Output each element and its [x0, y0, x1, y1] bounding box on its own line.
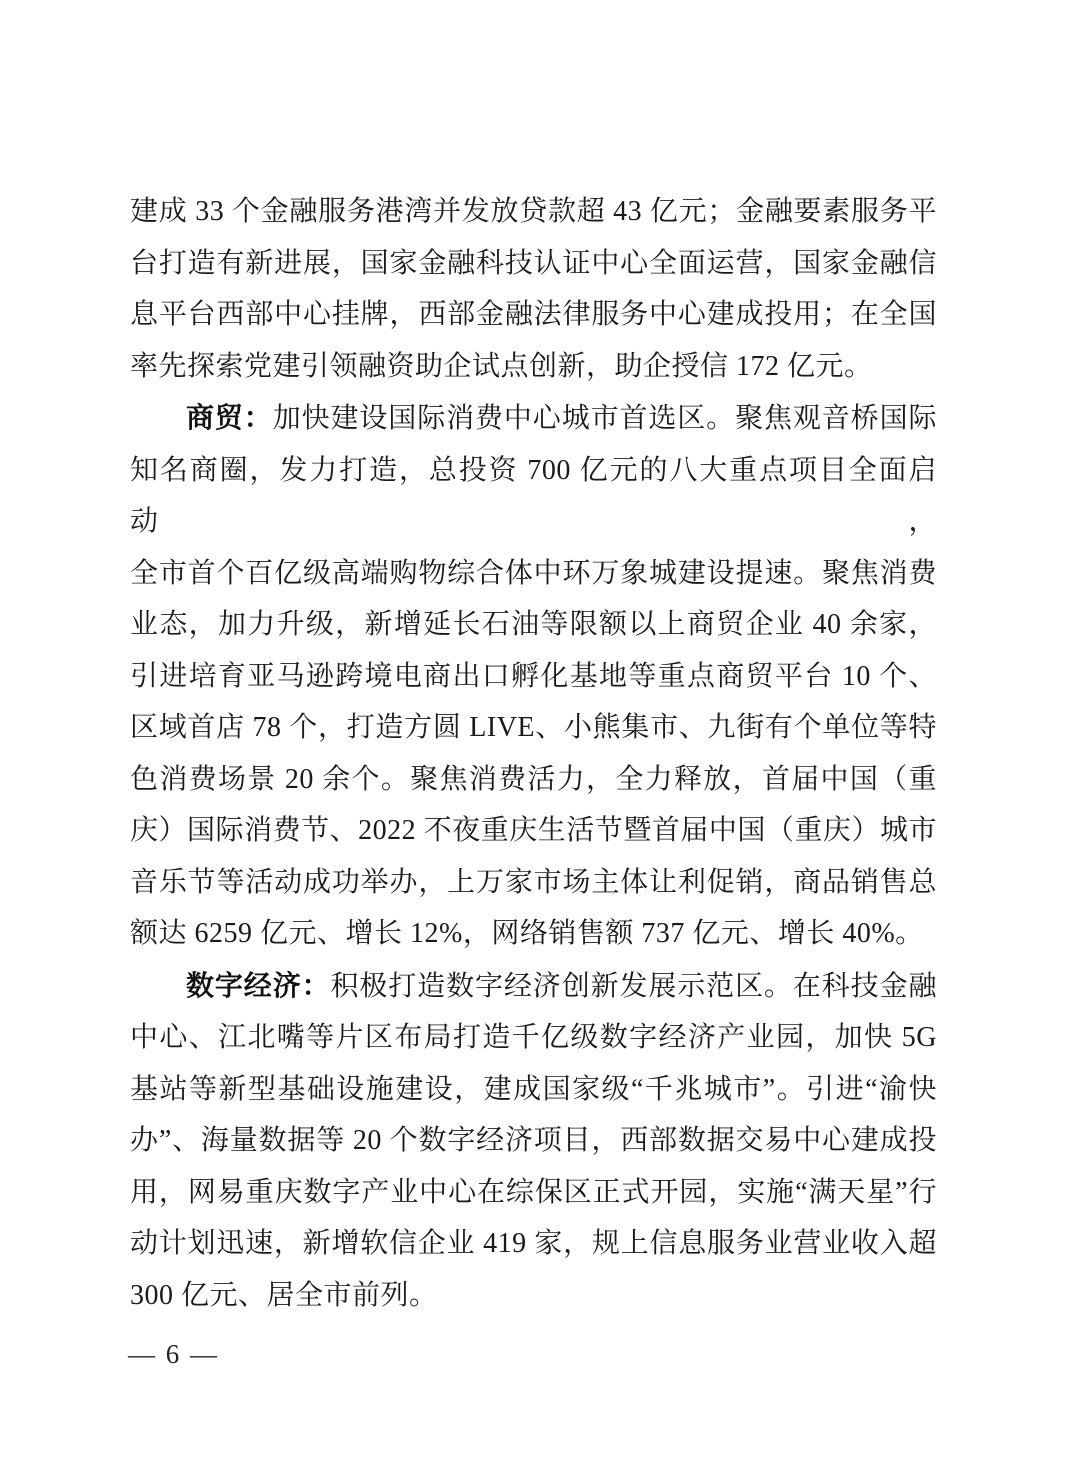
text-line: 庆）国际消费节、2022 不夜重庆生活节暨首届中国（重庆）城市 [130, 815, 937, 846]
text-line: 引进培育亚马逊跨境电商出口孵化基地等重点商贸平台 10 个、 [130, 660, 937, 692]
page-number-footer: — 6 — [128, 1339, 219, 1369]
text-line: 区域首店 78 个，打造方圆 LIVE、小熊集市、九街有个单位等特 [130, 712, 937, 743]
text-line: 300 亿元、居全市前列。 [130, 1279, 438, 1311]
paragraph-digital-economy [130, 960, 937, 1322]
text-line: 动计划迅速，新增软信企业 419 家，规上信息服务业营业收入超 [130, 1228, 937, 1259]
page-body [130, 186, 937, 1321]
text-line: 额达 6259 亿元、增长 12%，网络销售额 737 亿元、增长 40%。 [130, 918, 924, 949]
text-line: 中心、江北嘴等片区布局打造千亿级数字经济产业园，加快 5G [130, 1022, 937, 1053]
text-line: 全市首个百亿级高端购物综合体中环万象城建设提速。聚焦消费 [130, 557, 937, 589]
text-line: 台打造有新进展，国家金融科技认证中心全面运营，国家金融信 [130, 247, 937, 279]
paragraph-finance-continuation [130, 186, 937, 392]
text-line: 率先探索党建引领融资助企试点创新，助企授信 172 亿元。 [130, 350, 873, 382]
section-label: 商贸： [186, 402, 273, 433]
text-line: 用，网易重庆数字产业中心在综保区正式开园，实施“满天星”行 [130, 1176, 937, 1208]
text-line: 音乐节等活动成功举办，上万家市场主体让利促销，商品销售总 [130, 866, 937, 898]
text-line: 色消费场景 20 余个。聚焦消费活力，全力释放，首届中国（重 [130, 763, 937, 795]
text-line: 数字经济：积极打造数字经济创新发展示范区。在科技金融 [186, 969, 937, 1002]
text-line: 商贸：加快建设国际消费中心城市首选区。聚焦观音桥国际 [186, 402, 937, 434]
paragraph-commerce [130, 392, 937, 960]
text-line: 建成 33 个金融服务港湾并发放贷款超 43 亿元；金融要素服务平 [130, 196, 937, 227]
text-line: 基站等新型基础设施建设，建成国家级“千兆城市”。引进“渝快 [130, 1073, 937, 1105]
text-line: 业态，加力升级，新增延长石油等限额以上商贸企业 40 余家， [130, 609, 937, 640]
section-label: 数字经济： [186, 969, 331, 1001]
text-line: 办”、海量数据等 20 个数字经济项目，西部数据交易中心建成投 [130, 1125, 937, 1156]
text-line: 知名商圈，发力打造，总投资 700 亿元的八大重点项目全面启动， [130, 454, 937, 537]
text-line: 息平台西部中心挂牌，西部金融法律服务中心建成投用；在全国 [130, 299, 937, 330]
